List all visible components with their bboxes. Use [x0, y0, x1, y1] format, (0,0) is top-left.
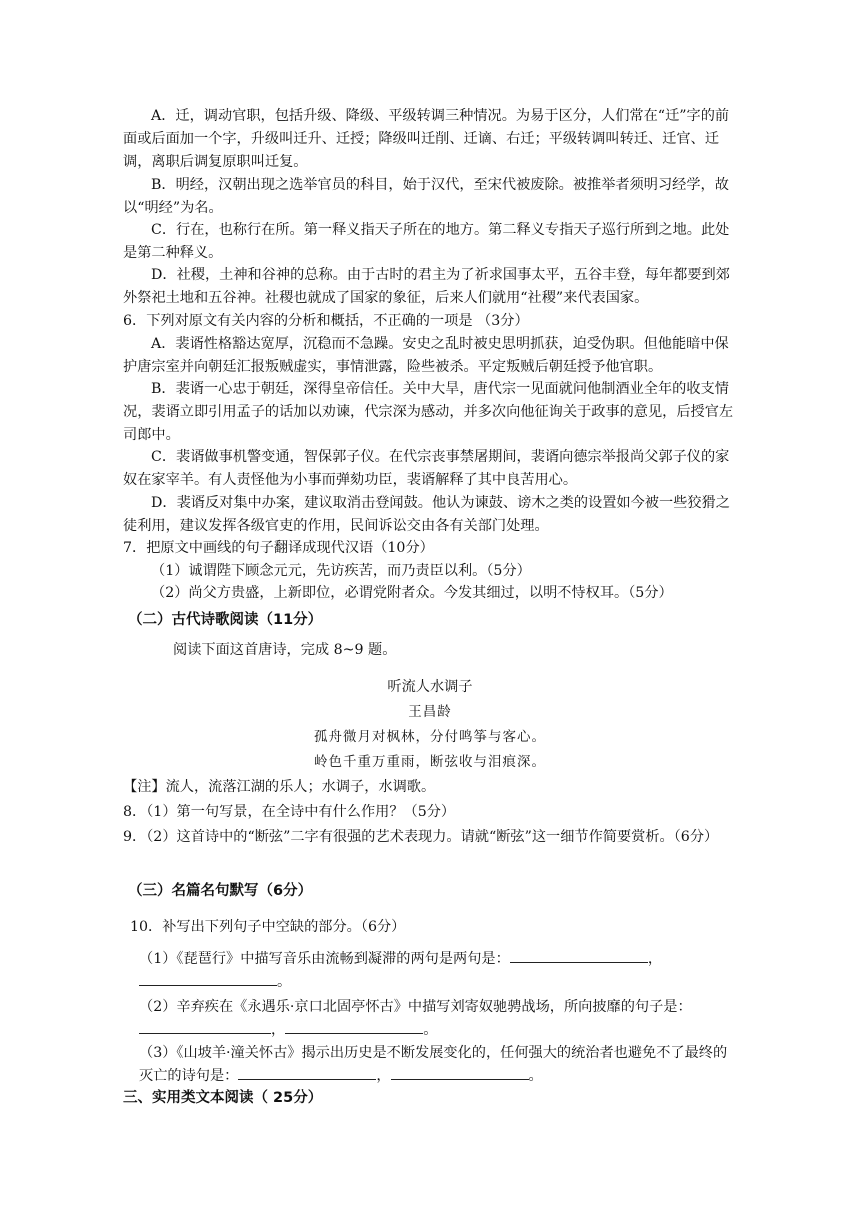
q10-item-1-text: （1）《琵琶行》中描写音乐由流畅到凝滞的两句是两句是： — [139, 951, 510, 967]
q5-option-b: B．明经，汉朝出现之选举官员的科目，始于汉代，至宋代被废除。被推举者须明习经学，故以“明经”为名。 — [123, 177, 729, 216]
poem-author: 王昌龄 — [408, 704, 452, 720]
q5-option-c: C．行在，也称行在所。第一释义指天子所在的地方。第二释义专指天子巡行所到之地。此处是第二种释义。 — [123, 222, 730, 261]
section-recitation-heading: （三）名篇名句默写（6分） — [128, 883, 313, 899]
q6-option-c: C．裴谞做事机警变通，智保郭子仪。在代宗丧事禁屠期间，裴谞向德宗举报尚父郭子仪的家奴在家宰羊。有人责怪他为小事而弹劾功臣，裴谞解释了其中良苦用心。 — [123, 449, 730, 488]
q6-stem: 6．下列对原文有关内容的分析和概括，不正确的一项是 （3分） — [123, 313, 529, 329]
poem-line-1: 孤舟微月对枫林，分付鸣筝与客心。 — [314, 729, 546, 745]
q5-option-d: D．社稷，土神和谷神的总称。由于古时的君主为了祈求国事太平，五谷丰登，每年都要到郊外祭祀土地和五谷神。社稷也就成了国家的象征，后来人们就用“社稷”来代表国家。 — [123, 267, 730, 306]
answer-blank[interactable] — [139, 1019, 271, 1034]
q8-stem: 8．（1）第一句写景，在全诗中有什么作用？（5分） — [123, 804, 456, 820]
q10-item-2-text: （2）辛弃疾在《永遇乐·京口北固亭怀古》中描写刘寄奴驰骋战场，所向披靡的句子是： — [139, 999, 692, 1015]
section-poetry-heading: （二）古代诗歌阅读（11分） — [128, 612, 323, 628]
q10-item-3 — [139, 1042, 739, 1088]
q10-item-2 — [139, 996, 739, 1042]
q9-stem: 9．（2）这首诗中的“断弦”二字有很强的艺术表现力。请就“断弦”这一细节作简要赏析。（6分） — [123, 829, 719, 845]
q5-option-a: A．迁，调动官职，包括升级、降级、平级转调三种情况。为易于区分，人们常在“迁”字的前面或后面加一个字，升级叫迁升、迁授；降级叫迁削、迁谪、右迁；平级转调叫转迁、迁官、迁调，离职后调复原职叫迁复。 — [123, 108, 730, 170]
answer-blank[interactable] — [285, 1019, 423, 1034]
poetry-intro: 阅读下面这首唐诗，完成 8~9 题。 — [173, 642, 397, 658]
poem-line-2: 岭色千重万重雨，断弦收与泪痕深。 — [314, 754, 546, 770]
punctuation: 。 — [277, 974, 292, 990]
part3-heading: 三、实用类文本阅读（ 25分） — [123, 1090, 323, 1106]
q7-sentence-1: （1）诚谓陛下顾念元元，先访疾苦，而乃责臣以利。（5分） — [151, 563, 531, 579]
q10-item-3-text: （3）《山坡羊·潼关怀古》揭示出历史是不断发展变化的，任何强大的统治者也避免不了最终的灭亡的诗句是： — [139, 1045, 728, 1084]
q6-option-d: D．裴谞反对集中办案，建议取消击登闻鼓。他认为谏鼓、谤木之类的设置如今被一些狡猾之徒利用，建议发挥各级官吏的作用，民间诉讼交由各有关部门处理。 — [123, 495, 730, 534]
q6-option-b: B．裴谞一心忠于朝廷，深得皇帝信任。关中大旱，唐代宗一见面就问他制酒业全年的收支情况，裴谞立即引用孟子的话加以劝谏，代宗深为感动，并多次向他征询关于政事的意见，后授官左司郎中。 — [123, 381, 734, 443]
answer-blank[interactable] — [510, 948, 648, 963]
answer-blank[interactable] — [139, 971, 277, 986]
q7-stem: 7．把原文中画线的句子翻译成现代汉语（10分） — [123, 540, 434, 556]
punctuation: ， — [376, 1068, 391, 1084]
punctuation: ， — [271, 1022, 286, 1038]
q6-option-a: A．裴谞性格豁达宽厚，沉稳而不急躁。安史之乱时被史思明抓获，迫受伪职。但他能暗中保护唐宗室并向朝廷汇报叛贼虚实，事情泄露，险些被杀。平定叛贼后朝廷授予他官职。 — [123, 336, 729, 375]
punctuation: 。 — [528, 1068, 543, 1084]
answer-blank[interactable] — [391, 1065, 529, 1080]
poem-note: 【注】流人，流落江湖的乐人；水调子，水调歌。 — [123, 779, 436, 795]
q7-sentence-2: （2）尚父方贵盛，上新即位，必谓党附者众。今发其细过，以明不恃权耳。（5分） — [151, 585, 673, 601]
punctuation: ， — [647, 951, 663, 967]
answer-blank[interactable] — [238, 1065, 376, 1080]
q10-item-1 — [139, 948, 739, 994]
q10-stem: 10．补写出下列句子中空缺的部分。（6分） — [130, 919, 406, 935]
punctuation: 。 — [423, 1022, 438, 1038]
poem-title: 听流人水调子 — [387, 679, 473, 695]
